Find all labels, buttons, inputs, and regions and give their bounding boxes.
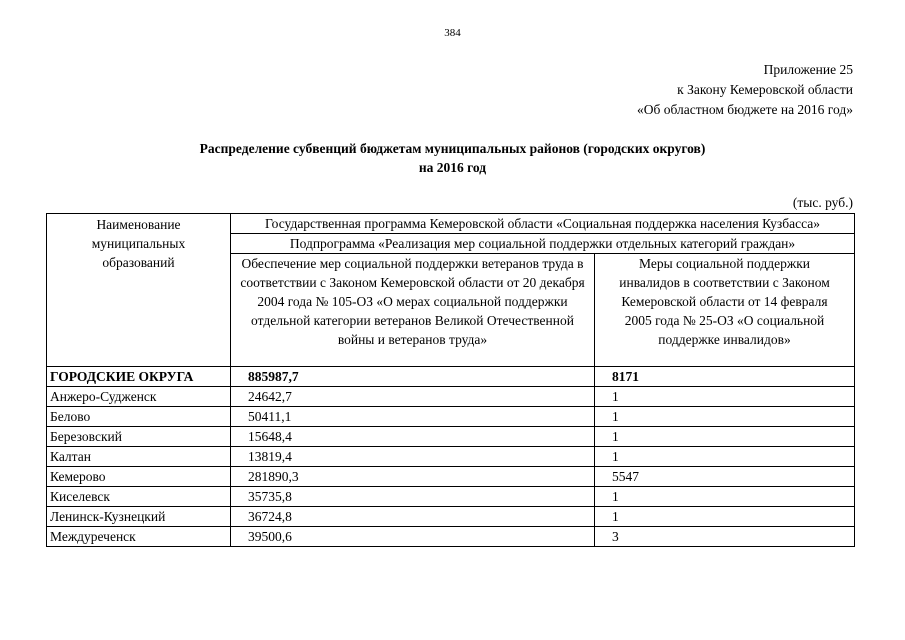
row-value-b: 3	[595, 527, 855, 547]
header-program: Государственная программа Кемеровской области «Социальная поддержка населения Кузбасса»	[231, 214, 855, 234]
header-subprogram: Подпрограмма «Реализация мер социальной поддержки отдельных категорий граждан»	[231, 234, 855, 254]
table-row	[47, 467, 855, 487]
row-value-a: 50411,1	[231, 407, 595, 427]
table-row	[47, 407, 855, 427]
row-name: Киселевск	[47, 487, 231, 507]
document-title	[0, 139, 905, 177]
row-value-b: 1	[595, 507, 855, 527]
row-name: Анжеро-Судженск	[47, 387, 231, 407]
units-label: (тыс. руб.)	[792, 195, 853, 210]
table-row	[47, 427, 855, 447]
row-name: Белово	[47, 407, 231, 427]
table-row	[47, 507, 855, 527]
row-value-b: 5547	[595, 467, 855, 487]
row-name: Березовский	[47, 427, 231, 447]
row-value-a: 36724,8	[231, 507, 595, 527]
row-value-a: 885987,7	[231, 367, 595, 387]
table-header-row	[47, 214, 855, 234]
appendix-line-3: «Об областном бюджете на 2016 год»	[637, 102, 853, 117]
table-row	[47, 527, 855, 547]
row-value-b: 1	[595, 487, 855, 507]
row-value-a: 39500,6	[231, 527, 595, 547]
row-value-b: 1	[595, 407, 855, 427]
row-name: Калтан	[47, 447, 231, 467]
header-disabled-support: Меры социальной поддержки инвалидов в соответствии с Законом Кемеровской области от 14 февраля 2005 года № 25-ОЗ «О социальной поддержке инвалидов»	[595, 254, 855, 367]
row-value-a: 35735,8	[231, 487, 595, 507]
table-row	[47, 387, 855, 407]
appendix-line-2: к Закону Кемеровской области	[677, 82, 853, 97]
page-number: 384	[444, 27, 461, 39]
row-value-b: 1	[595, 447, 855, 467]
table-row	[47, 487, 855, 507]
row-value-b: 8171	[595, 367, 855, 387]
subsidy-table	[46, 213, 855, 547]
row-name: Кемерово	[47, 467, 231, 487]
row-value-a: 281890,3	[231, 467, 595, 487]
table-row	[47, 367, 855, 387]
row-value-a: 15648,4	[231, 427, 595, 447]
row-value-a: 24642,7	[231, 387, 595, 407]
row-value-a: 13819,4	[231, 447, 595, 467]
document-title-line-2: на 2016 год	[418, 160, 487, 175]
header-veterans-support: Обеспечение мер социальной поддержки ветеранов труда в соответствии с Законом Кемеровской области от 20 декабря 2004 года № 105-ОЗ «О мерах социальной поддержки отдельной категории ветеранов Великой Отечественной войны и ветеранов труда»	[231, 254, 595, 367]
appendix-line-1: Приложение 25	[763, 62, 853, 77]
table-row	[47, 447, 855, 467]
row-name: Ленинск-Кузнецкий	[47, 507, 231, 527]
row-value-b: 1	[595, 387, 855, 407]
appendix-note	[637, 60, 853, 120]
header-municipality: Наименование муниципальных образований	[47, 214, 231, 367]
row-value-b: 1	[595, 427, 855, 447]
row-name: Междуреченск	[47, 527, 231, 547]
document-title-line-1: Распределение субвенций бюджетам муниципальных районов (городских округов)	[199, 141, 706, 156]
row-name: ГОРОДСКИЕ ОКРУГА	[47, 367, 231, 387]
